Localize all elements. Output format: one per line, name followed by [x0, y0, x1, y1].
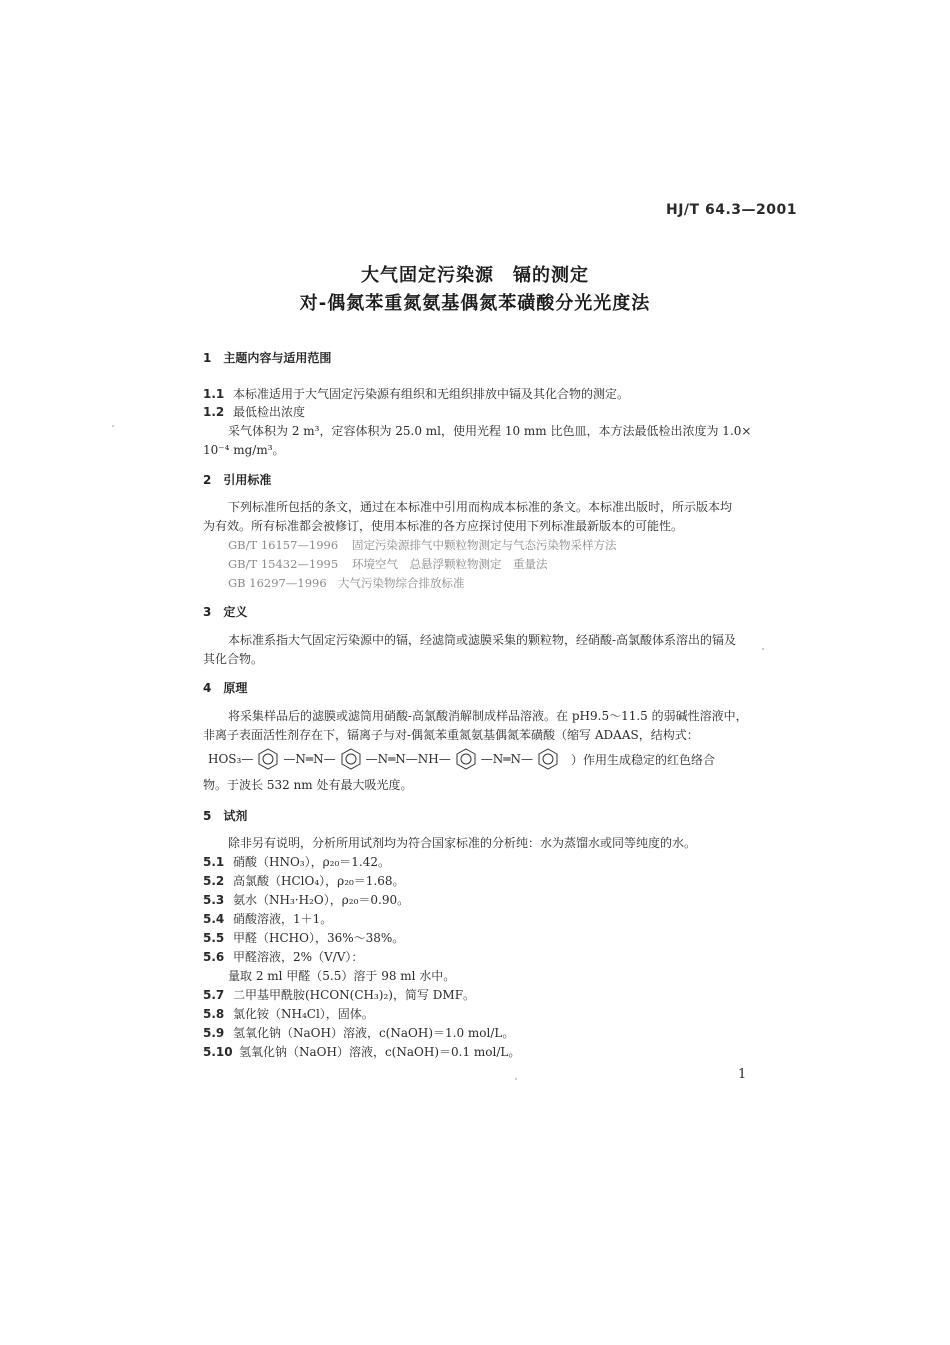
clause-number: 5.5 — [203, 931, 225, 945]
clause-text: 硝酸（HNO₃），ρ₂₀＝1.42。 — [233, 855, 391, 869]
section-4-body-line-4: 物。于波长 532 nm 处有最大吸光度。 — [203, 778, 413, 792]
reference-standard — [228, 536, 617, 555]
clause-text: 高氯酸（HClO₄），ρ₂₀＝1.68。 — [233, 874, 405, 888]
section-5-heading: 5 试剂 — [203, 809, 248, 823]
clause-number: 5.3 — [203, 893, 225, 907]
formula-tail-text: ）作用生成稳定的红色络合 — [571, 752, 716, 767]
clause-number: 1.2 — [203, 405, 225, 419]
clause-text: 最低检出浓度 — [233, 405, 306, 419]
clause-1-1 — [203, 385, 629, 404]
clause-number: 5.2 — [203, 874, 225, 888]
section-4-body-line-2: 非离子表面活性剂存在下，镉离子与对-偶氮苯重氮氨基偶氮苯磺酸（缩写 ADAAS，结构式： — [203, 728, 699, 742]
scan-speck — [762, 648, 764, 650]
section-4-body-line-1: 将采集样品后的滤膜或滤筒用硝酸-高氯酸消解制成样品溶液。在 pH9.5～11.5 的弱碱性溶液中， — [228, 709, 748, 723]
clause-text: 氨水（NH₃·H₂O），ρ₂₀＝0.90。 — [233, 893, 410, 907]
title-line-1: 大气固定污染源 镉的测定 — [361, 265, 589, 286]
page-number: 1 — [738, 1067, 747, 1082]
standard-code: HJ/T 64.3—2001 — [666, 202, 797, 218]
reference-code: GB/T 16157—1996 — [228, 538, 339, 552]
clause-text: 量取 2 ml 甲醛（5.5）溶于 98 ml 水中。 — [228, 969, 456, 983]
reagent-item — [203, 853, 390, 872]
section-3-body-line-2: 其化合物。 — [203, 652, 264, 666]
clause-1-2-body-line-1: 采气体积为 2 m³，定容体积为 25.0 ml，使用光程 10 mm 比色皿，本方法最低检出浓度为 1.0× — [228, 424, 752, 438]
reference-code: GB 16297—1996 — [228, 576, 327, 590]
reagent-item — [203, 986, 475, 1005]
benzene-ring-icon — [257, 748, 279, 770]
clause-number: 5.7 — [203, 988, 225, 1002]
benzene-ring-icon — [537, 748, 559, 770]
formula-part: —N═N—NH— — [365, 752, 451, 766]
benzene-ring-icon — [455, 748, 477, 770]
reference-title: 固定污染源排气中颗粒物测定与气态污染物采样方法 — [352, 538, 617, 552]
section-2-body-line-1: 下列标准所包括的条文，通过在本标准中引用而构成本标准的条文。本标准出版时，所示版本均 — [228, 500, 733, 514]
formula-part: —N═N— — [480, 752, 534, 766]
clause-text: 甲醛溶液，2%（V/V）： — [233, 950, 364, 964]
clause-number: 5.4 — [203, 912, 225, 926]
clause-number: 5.10 — [203, 1045, 233, 1059]
section-3-body-line-1: 本标准系指大气固定污染源中的镉，经滤筒或滤膜采集的颗粒物，经硝酸-高氯酸体系溶出的镉及 — [228, 633, 737, 647]
clause-number: 1.1 — [203, 387, 225, 401]
clause-number: 5.6 — [203, 950, 225, 964]
reference-code: GB/T 15432—1995 — [228, 557, 339, 571]
clause-text: 氢氧化钠（NaOH）溶液，c(NaOH)＝0.1 mol/L。 — [239, 1045, 521, 1059]
clause-1-2 — [203, 403, 305, 422]
clause-1-2-body-line-2: 10⁻⁴ mg/m³。 — [203, 443, 285, 457]
section-5-intro: 除非另有说明，分析所用试剂均为符合国家标准的分析纯：水为蒸馏水或同等纯度的水。 — [228, 836, 697, 850]
reference-title: 大气污染物综合排放标准 — [338, 576, 465, 590]
reagent-item — [203, 1043, 520, 1062]
reference-title: 环境空气 总悬浮颗粒物测定 重量法 — [352, 557, 548, 571]
reagent-item-note — [228, 967, 455, 986]
reagent-item — [203, 872, 405, 891]
title-line-2: 对-偶氮苯重氮氨基偶氮苯磺酸分光光度法 — [299, 293, 651, 314]
reference-standard — [228, 555, 548, 574]
clause-text: 氢氧化钠（NaOH）溶液，c(NaOH)＝1.0 mol/L。 — [233, 1026, 515, 1040]
reagent-item — [203, 910, 332, 929]
reagent-item — [203, 891, 409, 910]
clause-text: 二甲基甲酰胺(HCON(CH₃)₂)，简写 DMF。 — [233, 988, 476, 1002]
reagent-item — [203, 1005, 374, 1024]
scan-speck — [112, 425, 114, 427]
section-1-heading: 1 主题内容与适用范围 — [203, 351, 332, 365]
clause-text: 氯化铵（NH₄Cl），固体。 — [233, 1007, 374, 1021]
formula-part: —N═N— — [283, 752, 336, 766]
section-4-heading: 4 原理 — [203, 681, 248, 695]
clause-number: 5.1 — [203, 855, 225, 869]
section-2-body-line-2: 为有效。所有标准都会被修订，使用本标准的各方应探讨使用下列标准最新版本的可能性。 — [203, 519, 684, 533]
clause-text: 本标准适用于大气固定污染源有组织和无组织排放中镉及其化合物的测定。 — [233, 387, 630, 401]
section-3-heading: 3 定义 — [203, 605, 248, 619]
reagent-item — [203, 929, 404, 948]
formula-part: HOS₃— — [208, 752, 254, 766]
structural-formula — [208, 748, 715, 770]
reagent-item — [203, 1024, 514, 1043]
clause-number: 5.9 — [203, 1026, 225, 1040]
clause-text: 硝酸溶液，1＋1。 — [233, 912, 333, 926]
section-2-heading: 2 引用标准 — [203, 473, 272, 487]
clause-text: 甲醛（HCHO），36%～38%。 — [233, 931, 405, 945]
scan-speck — [515, 1078, 517, 1080]
clause-number: 5.8 — [203, 1007, 225, 1021]
benzene-ring-icon — [340, 748, 362, 770]
reagent-item — [203, 948, 363, 967]
reference-standard — [228, 574, 465, 593]
